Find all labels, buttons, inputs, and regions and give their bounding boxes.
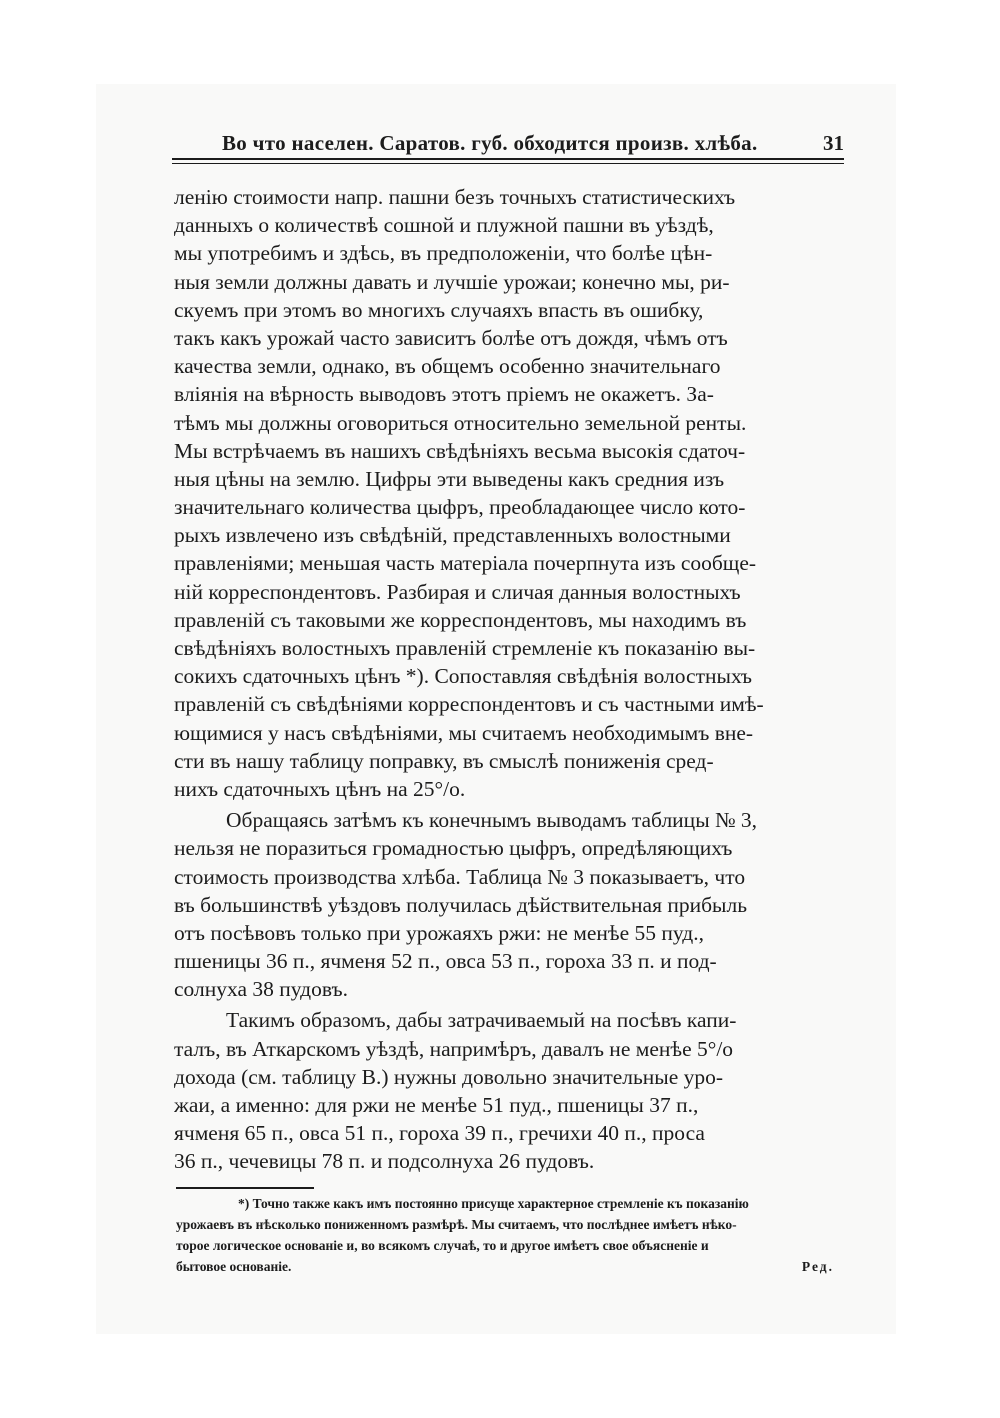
- text-line: пшеницы 36 п., ячменя 52 п., овса 53 п., гороха 33 п. и под-: [174, 949, 717, 974]
- text-line: правленіями; меньшая часть матеріала почерпнута изъ сообще-: [174, 551, 757, 576]
- header-title: Во что населен. Саратов. губ. обходится произв. хлѣба.: [222, 131, 758, 155]
- paragraph-3: [174, 1006, 854, 1175]
- text-line: данныхъ о количествѣ сошной и плужной пашни въ уѣздѣ,: [174, 213, 714, 238]
- text-line: значительнаго количества цыфръ, преобладающее число кото-: [174, 495, 746, 520]
- footnote-line: *) Точно также какъ имъ постоянно присуще характерное стремленіе къ показанію: [238, 1196, 749, 1211]
- paragraph-1: [174, 183, 854, 803]
- text-line: въ большинствѣ уѣздовъ получилась дѣйствительная прибыль: [174, 892, 748, 917]
- editor-signature: Ред.: [801, 1259, 834, 1274]
- text-line: стоимость производства хлѣба. Таблица № 3 показываетъ, что: [174, 864, 746, 889]
- text-line: сти въ нашу таблицу поправку, въ смыслѣ пониженія сред-: [174, 748, 714, 773]
- body-text: [174, 183, 854, 1176]
- running-header: [172, 131, 844, 157]
- text-line: солнуха 38 пудовъ.: [174, 977, 348, 1002]
- text-line: жаи, а именно: для ржи не менѣе 51 пуд., пшеницы 37 п.,: [174, 1093, 699, 1117]
- footnote-last-line: [176, 1256, 844, 1277]
- text-line: нельзя не поразиться громадностью цыфръ, опредѣляющихъ: [174, 836, 733, 861]
- text-line: свѣдѣніяхъ волостныхъ правленій стремленіе къ показанію вы-: [174, 636, 756, 660]
- text-line: правленій съ свѣдѣніями корреспондентовъ и съ частными имѣ-: [174, 692, 764, 717]
- header-rule-thin: [172, 163, 844, 164]
- text-line: скуемъ при этомъ во многихъ случаяхъ впасть въ ошибку,: [174, 297, 704, 322]
- footnote-line: торое логическое основаніе и, во всякомъ случаѣ, то и другое имѣетъ свое объясненіе и: [176, 1238, 709, 1253]
- text-line: талъ, въ Аткарскомъ уѣздѣ, напримѣръ, давалъ не менѣе 5°/о: [174, 1036, 734, 1061]
- text-line: отъ посѣвовъ только при урожаяхъ ржи: не менѣе 55 пуд.,: [174, 920, 704, 945]
- text-line: качества земли, однако, въ общемъ особенно значительнаго: [174, 354, 721, 379]
- text-line: ленію стоимости напр. пашни безъ точныхъ статистическихъ: [174, 185, 736, 209]
- text-line: Такимъ образомъ, дабы затрачиваемый на посѣвъ капи-: [226, 1008, 737, 1033]
- paragraph-2: [174, 806, 854, 1003]
- text-line: такъ какъ урожай часто зависитъ болѣе отъ дождя, чѣмъ отъ: [174, 325, 728, 350]
- footnote-rule: [176, 1187, 314, 1189]
- text-line: мы употребимъ и здѣсь, въ предположеніи, что болѣе цѣн-: [174, 241, 713, 266]
- footnote-line: урожаевъ въ нѣсколько пониженномъ размѣрѣ. Мы считаемъ, что послѣднее имѣетъ нѣко-: [176, 1217, 737, 1232]
- text-line: Мы встрѣчаемъ въ нашихъ свѣдѣніяхъ весьма высокія сдаточ-: [174, 438, 746, 463]
- header-rule-thick: [172, 158, 844, 160]
- text-line: ній корреспондентовъ. Разбирая и сличая данныя волостныхъ: [174, 579, 741, 604]
- text-line: нихъ сдаточныхъ цѣнъ на 25°/о.: [174, 776, 466, 801]
- text-line: ячменя 65 п., овса 51 п., гороха 39 п., гречихи 40 п., проса: [174, 1121, 705, 1146]
- text-line: Обращаясь затѣмъ къ конечнымъ выводамъ таблицы № 3,: [226, 808, 758, 833]
- text-line: тѣмъ мы должны оговориться относительно земельной ренты.: [174, 410, 747, 435]
- text-line: ныя цѣны на землю. Цифры эти выведены какъ средния изъ: [174, 466, 725, 491]
- text-line: вліянія на вѣрность выводовъ этотъ пріемъ не окажетъ. За-: [174, 382, 714, 407]
- text-line: сокихъ сдаточныхъ цѣнъ *). Сопоставляя свѣдѣнія волостныхъ: [174, 664, 752, 689]
- footnote-line: бытовое основаніе.: [176, 1259, 292, 1274]
- text-line: 36 п., чечевицы 78 п. и подсолнуха 26 пудовъ.: [174, 1149, 595, 1174]
- text-line: рыхъ извлечено изъ свѣдѣній, представленныхъ волостными: [174, 523, 731, 548]
- text-line: дохода (см. таблицу В.) нужны довольно значительные уро-: [174, 1064, 724, 1089]
- page-number: 31: [823, 131, 844, 155]
- text-line: правленій съ таковыми же корреспондентовъ, мы находимъ въ: [174, 607, 747, 632]
- text-line: ныя земли должны давать и лучшіе урожаи; конечно мы, ри-: [174, 269, 730, 294]
- footnote: [176, 1193, 844, 1277]
- text-line: ющимися у насъ свѣдѣніями, мы считаемъ необходимымъ вне-: [174, 720, 754, 745]
